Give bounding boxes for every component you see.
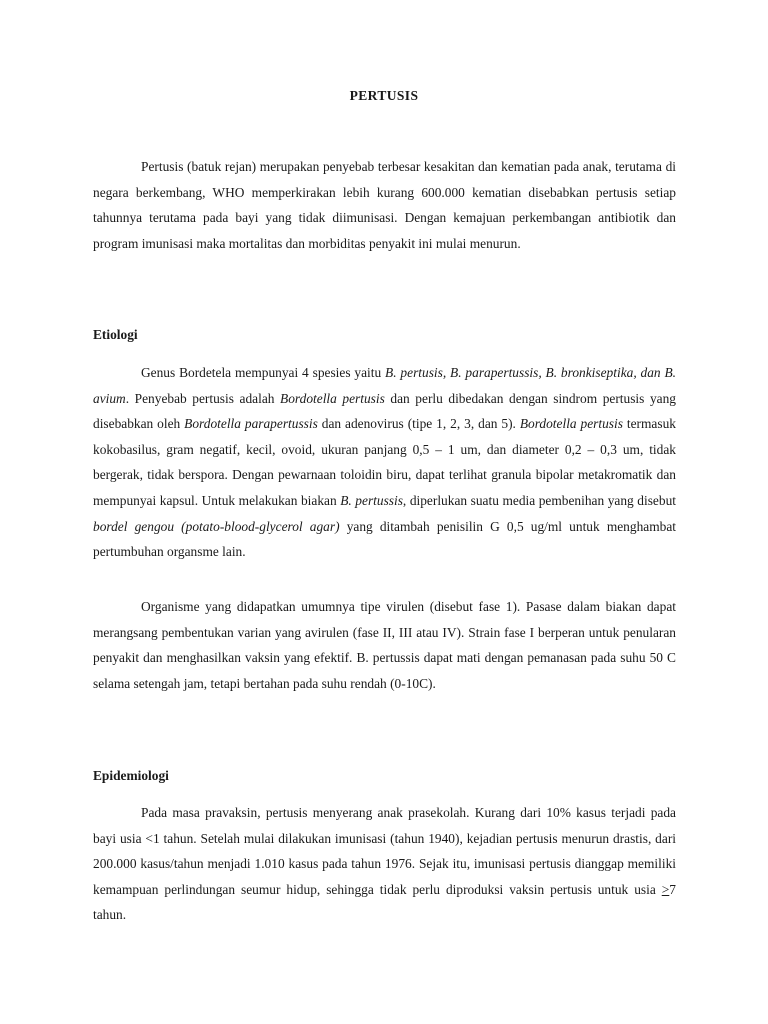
italic-species-name: Bordotella parapertussis [184,416,318,432]
italic-species-name: Bordotella pertusis [519,416,623,432]
text-run: , diperlukan suatu media pembenihan yang disebut [402,492,676,508]
etiologi-paragraph-1 [93,360,676,565]
epidemiologi-paragraph-1 [93,800,676,928]
greater-equal-symbol: > [661,881,670,897]
italic-species-name: Bordotella pertusis [280,390,385,406]
text-run: dan perlu dibedakan dengan sindrom pertusis yang disebabkan oleh [93,390,676,432]
text-run: dan adenovirus (tipe 1, 2, 3, dan 5). [317,416,520,432]
italic-media-name: bordel gengou (potato-blood-glycerol agar) [93,518,340,534]
section-heading-etiologi: Etiologi [93,327,138,342]
etiologi-paragraph-2: Organisme yang didapatkan umumnya tipe virulen (disebut fase 1). Pasase dalam biakan dapat merangsang pembentukan varian yang avirulen (fase II, III atau IV). Strain fase I berperan untuk penularan penyakit dan menghasilkan vaksin yang efektif. B. pertussis dapat mati dengan pemanasan pada suhu 50 C selama setengah jam, tetapi bertahan pada suhu rendah (0-10C). [93,599,676,691]
section-heading-epidemiologi: Epidemiologi [93,768,169,783]
text-run: yang ditambah penisilin G 0,5 ug/ml untuk menghambat pertumbuhan organsme lain. [93,518,676,560]
text-run: . Penyebab pertusis adalah [125,390,281,406]
intro-paragraph: Pertusis (batuk rejan) merupakan penyebab terbesar kesakitan dan kematian pada anak, terutama di negara berkembang, WHO memperkirakan lebih kurang 600.000 kematian disebabkan pertusis setiap tahunnya terutama pada bayi yang tidak diimunisasi. Dengan kemajuan perkembangan antibiotik dan program imunisasi maka mortalitas dan morbiditas penyakit ini mulai menurun. [93,159,676,251]
document-title: PERTUSIS [349,88,419,103]
italic-species-list: B. pertusis, B. parapertussis, B. bronkiseptika, dan B. avium [93,365,677,406]
text-run: termasuk kokobasilus, gram negatif, kecil, ovoid, ukuran panjang 0,5 – 1 um, dan diameter 0,2 – 0,3 um, tidak bergerak, tidak berspora. Dengan pewarnaan toloidin biru, dapat terlihat granula bipolar metakromatik dan mempunyai kapsul. Untuk melakukan biakan [93,416,676,508]
text-run: Pada masa pravaksin, pertusis menyerang anak prasekolah. Kurang dari 10% kasus terjadi pada bayi usia <1 tahun. Setelah mulai dilakukan imunisasi (tahun 1940), kejadian pertusis menurun drastis, dari 200.000 kasus/tahun menjadi 1.010 kasus pada tahun 1976. Sejak itu, imunisasi pertusis dianggap memiliki kemampuan perlindungan seumur hidup, sehingga tidak perlu diproduksi vaksin pertusis untuk usia [93,805,676,897]
italic-species-name: B. pertussis [340,492,403,508]
text-run: 7 tahun. [93,881,676,923]
text-run: Genus Bordetela mempunyai 4 spesies yaitu [141,365,386,380]
